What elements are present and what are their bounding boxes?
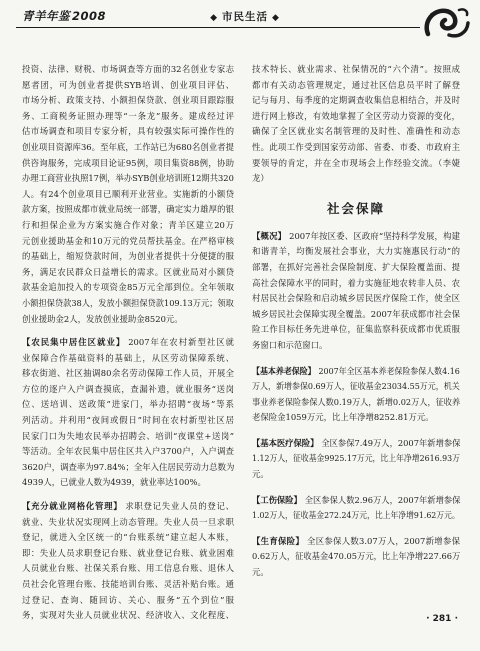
yearbook-title xyxy=(22,8,106,24)
running-section-label xyxy=(185,9,305,24)
text-line: 龙） xyxy=(252,173,269,184)
text-line: 位、送培训、送政策”进家门，举办招聘“夜场”等系 xyxy=(22,399,234,410)
page-number: · 281 · xyxy=(426,614,458,624)
text-line: 都市有关动态管理规定，通过社区信息员平时了解登 xyxy=(252,79,460,90)
text-line: 险工作目标任务先进单位，征集监察科获成都市优质服 xyxy=(252,324,460,335)
text-line xyxy=(252,534,460,550)
diamond-marker-right: ◆ xyxy=(272,13,280,23)
text-line: 元。 xyxy=(252,469,269,480)
subsection-heading: 【生育保险】 xyxy=(252,535,305,546)
text-line: 小额担保贷款38人，发放小额担保贷款109.13万元；领取 xyxy=(22,297,234,308)
text-line: 性。此项工作受到国家劳动部、省委、市委、市政府主 xyxy=(252,141,460,152)
section-heading: 社会保障 xyxy=(326,200,385,216)
text-line: 创业援助金2人，发放创业援助金8520元。 xyxy=(22,313,183,324)
yearbook-logo-icon xyxy=(420,3,472,43)
text-line: 城乡居民社会保障实现全覆盖。2007年获成都市社会保 xyxy=(252,308,460,319)
subsection-heading: 【概况】 xyxy=(252,230,287,241)
text-line: 就业、失业状况实现网上动态管理。失业人员一旦求职 xyxy=(22,516,234,527)
text-line: 元创业援助基金和10万元的党员帮扶基金。在严格审核 xyxy=(22,235,234,246)
subsection-heading: 【农民集中居住区就业】 xyxy=(22,337,126,348)
subsection-heading: 【充分就业网格化管理】 xyxy=(22,501,123,512)
diamond-marker-left: ◆ xyxy=(210,13,218,23)
text-line xyxy=(252,364,460,380)
text-line: 技术特长、就业需求、社保情况的“六个清”。按照成 xyxy=(252,64,460,74)
text-line: 列活动。并利用“夜间或假日”时间在农村新型社区居 xyxy=(22,415,234,426)
text-line: 和谐青羊，均衡发展社会事业，大力实施惠民行动”的 xyxy=(252,246,460,257)
text-line: 1.02万人，征收基金272.24万元，比上年净增91.62万元。 xyxy=(252,510,460,521)
text-line: 务，满足农民群众日益增长的需求。区就业局对小额贷 xyxy=(22,266,234,277)
paragraph-medical-insurance xyxy=(252,436,460,483)
text-line-body: 2007年全区基本养老保险参保人数4.16 xyxy=(318,365,460,376)
text-line: 行和担保企业为方案实施合作对象；青羊区建立20万 xyxy=(22,219,234,230)
text-line xyxy=(22,499,234,515)
text-line: 务、工商税务证照办理等“一条龙”服务。建成经过评 xyxy=(22,110,234,121)
subsection-heading: 【工伤保险】 xyxy=(252,494,302,505)
text-line: 1.12万人，征收基金9925.17万元，比上年净增2616.93万 xyxy=(252,453,460,464)
text-line: 万人，新增参保0.69万人，征收基金23034.55万元，机关 xyxy=(252,381,460,392)
text-line xyxy=(22,335,234,351)
text-line-body: 全区参保人数2.96万人，2007年新增参保 xyxy=(304,494,461,505)
text-line: 要领导的肯定，并在全市现场会上作经验交流。（李婕 xyxy=(252,157,460,168)
text-line xyxy=(252,493,461,509)
text-line: 过登记、查询、随回访、关心、服务“五个到位”服 xyxy=(22,594,234,605)
text-line: 事业养老保险参保人数0.19万人，新增0.02万人，征收养 xyxy=(252,396,461,407)
text-line xyxy=(252,229,460,245)
text-line: 务窗口和示范窗口。 xyxy=(252,339,328,350)
yearbook-name: 青羊年鉴 xyxy=(22,9,70,23)
paragraph-maternity-insurance xyxy=(252,534,460,581)
text-line: 办理工商营业执照17例，举办SYB创业培训班12期共320 xyxy=(22,173,234,184)
subsection-heading: 【基本医疗保险】 xyxy=(252,437,319,448)
paragraph-work-injury-insurance xyxy=(252,493,460,524)
paragraph-pension-insurance xyxy=(252,364,460,426)
paragraph-farmers-housing-employment xyxy=(22,335,234,491)
text-line-body: 全区参保7.49万人，2007年新增参保 xyxy=(321,437,461,448)
text-line: 4939人，已就业人数为4939，就业率达100%。 xyxy=(22,477,206,488)
text-line: 估市场调查和项目专家分析，具有较强实际可操作性的 xyxy=(22,126,234,137)
right-column xyxy=(252,62,460,581)
text-line: 创业项目资源库36。至年底，工作站已为680名创业者提 xyxy=(22,141,234,152)
text-line: 的基础上，缩短贷款时间，为创业者提供十分便捷的服 xyxy=(22,251,234,262)
text-line: 员社会化管理台账、技能培训台账、灵活补贴台账。通 xyxy=(22,579,234,589)
text-line: 0.62万人，征收基金470.05万元，比上年净增227.66万 xyxy=(252,551,461,562)
text-line: 高社会保障水平的同时，着力实施征地农转非人员、农 xyxy=(252,277,460,288)
text-line: 务，实现对失业人员就业状况、经济收入、文化程度、 xyxy=(22,610,234,621)
text-line: 人。有24个创业项目已顺利开业营业。实施新的小额贷 xyxy=(22,188,234,199)
text-line: 民家门口为失地农民举办招聘会、培训“夜课堂+送岗” xyxy=(22,430,234,441)
text-line: 业保障合作基础资料的基础上，从区劳动保障系统、 xyxy=(22,352,234,363)
text-line: 3620户，调查率为97.84%；全年入住居民劳动力总数为 xyxy=(22,461,235,472)
text-line: 即：失业人员求职登记台账、就业登记台账、就业困难 xyxy=(22,547,234,558)
text-line: 移农街道、社区抽调80余名劳动保障工作人员，开展全 xyxy=(22,368,234,379)
text-line: 等活动。全年农民集中居住区共入户3700户，入户调查 xyxy=(22,446,234,457)
text-line: 款基金追加投入的专项资金85万元全部到位。全年领取 xyxy=(22,282,234,293)
section-title: 市民生活 xyxy=(222,11,268,23)
subsection-heading: 【基本养老保险】 xyxy=(252,365,316,376)
text-line: 部署，在抓好完善社会保险制度、扩大保险覆盖面、提 xyxy=(252,261,460,272)
header-rule xyxy=(16,27,420,28)
yearbook-year: 2008 xyxy=(72,9,107,23)
text-line: 投资、法律、财税、市场调查等方面的32名创业专家志 xyxy=(22,64,234,74)
paragraph-grid-management xyxy=(22,499,234,624)
text-line: 老保险金1059万元，比上年净增8252.81万元。 xyxy=(252,412,434,423)
paragraph-entrepreneurship-continued xyxy=(22,62,234,327)
text-line: 村居民社会保险和启动城乡居民医疗保险工作，使全区 xyxy=(252,293,460,304)
text-line: 登记，就进入全区统一的“台账系统”建立起人本账， xyxy=(22,532,234,543)
paragraph-grid-management-continued xyxy=(252,62,460,187)
text-line: 元。 xyxy=(252,567,269,578)
text-line: 记与每月、每季度的定期调查收集信息相结合，并及时 xyxy=(252,95,460,106)
text-line-body: 2007年按区委、区政府“坚持科学发展，构建 xyxy=(289,230,460,241)
text-line: 进行网上修改，有效地掌握了全区劳动力资源的变化， xyxy=(252,110,460,121)
text-line: 愿者团，可为创业者提供SYB培训、创业项目评估、 xyxy=(22,79,234,90)
text-line: 人员就业台账、社保关系台账、用工信息台账、退休人 xyxy=(22,563,234,574)
text-line: 供咨询服务，完成项目论证95例，项目集资88例，协助 xyxy=(22,157,234,168)
text-line: 市场分析、政策支持、小额担保贷款、创业项目跟踪服 xyxy=(22,95,234,106)
text-line-body: 全区参保人数3.07万人，2007新增参保 xyxy=(307,535,461,546)
left-column xyxy=(22,62,234,624)
text-line: 确保了全区就业实名制管理的及时性、准确性和动态 xyxy=(252,126,460,137)
text-line: 款方案，按照成都市就业局统一部署，确定实力雄厚的银 xyxy=(22,204,234,215)
text-line: 方位的逐户入户调查摸底，查漏补遗，就业服务“送岗 xyxy=(22,383,234,394)
paragraph-overview xyxy=(252,229,460,354)
text-line xyxy=(252,436,461,452)
text-line-body: 求职登记失业人员的登记、 xyxy=(125,501,234,512)
text-line-body: 2007年在农村新型社区就 xyxy=(128,337,234,348)
